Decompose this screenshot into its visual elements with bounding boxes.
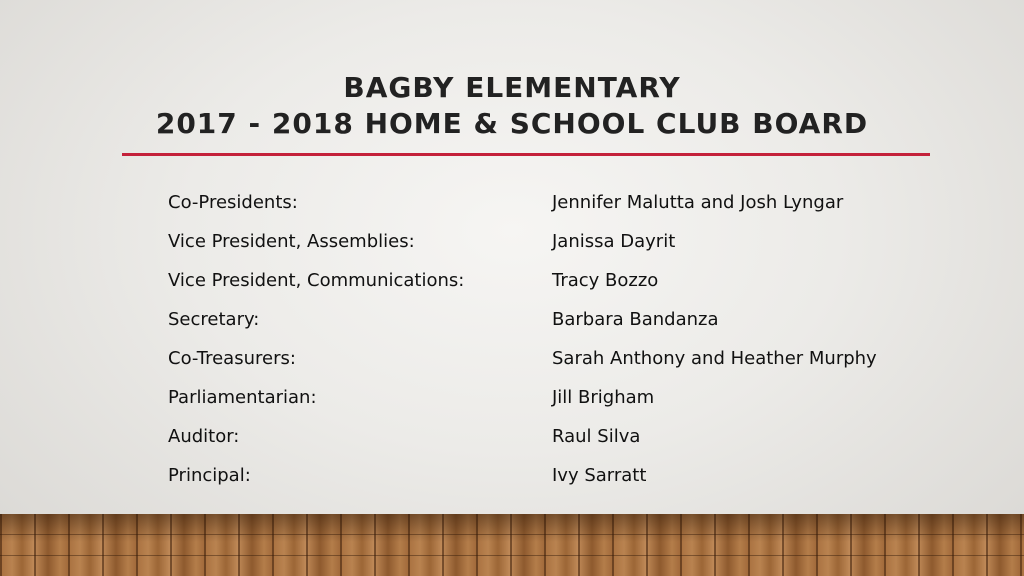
board-row bbox=[168, 261, 928, 300]
board-role: Co-Presidents: bbox=[168, 192, 298, 213]
board-member: Jennifer Malutta and Josh Lyngar bbox=[552, 192, 844, 213]
board-row bbox=[168, 339, 928, 378]
title-line-2: 2017 - 2018 HOME & SCHOOL CLUB BOARD bbox=[155, 107, 869, 140]
board-role: Parliamentarian: bbox=[168, 387, 317, 408]
title-line-1: BAGBY ELEMENTARY bbox=[343, 71, 681, 104]
board-row bbox=[168, 456, 928, 495]
wood-floor-background bbox=[0, 514, 1024, 576]
board-role: Vice President, Assemblies: bbox=[168, 231, 415, 252]
board-member: Raul Silva bbox=[552, 426, 641, 447]
wood-floor-shading bbox=[0, 514, 1024, 576]
board-row bbox=[168, 222, 928, 261]
board-role: Co-Treasurers: bbox=[168, 348, 296, 369]
board-member: Sarah Anthony and Heather Murphy bbox=[552, 348, 877, 369]
board-member: Barbara Bandanza bbox=[552, 309, 719, 330]
board-member: Tracy Bozzo bbox=[552, 270, 659, 291]
board-row bbox=[168, 183, 928, 222]
slide-title bbox=[0, 70, 1024, 142]
board-list bbox=[168, 183, 928, 495]
board-role: Vice President, Communications: bbox=[168, 270, 465, 291]
title-divider bbox=[122, 153, 930, 156]
board-row bbox=[168, 300, 928, 339]
board-member: Janissa Dayrit bbox=[552, 231, 676, 252]
board-row bbox=[168, 417, 928, 456]
board-member: Ivy Sarratt bbox=[552, 465, 647, 486]
board-role: Auditor: bbox=[168, 426, 240, 447]
board-role: Secretary: bbox=[168, 309, 260, 330]
board-member: Jill Brigham bbox=[552, 387, 655, 408]
board-role: Principal: bbox=[168, 465, 251, 486]
board-row bbox=[168, 378, 928, 417]
